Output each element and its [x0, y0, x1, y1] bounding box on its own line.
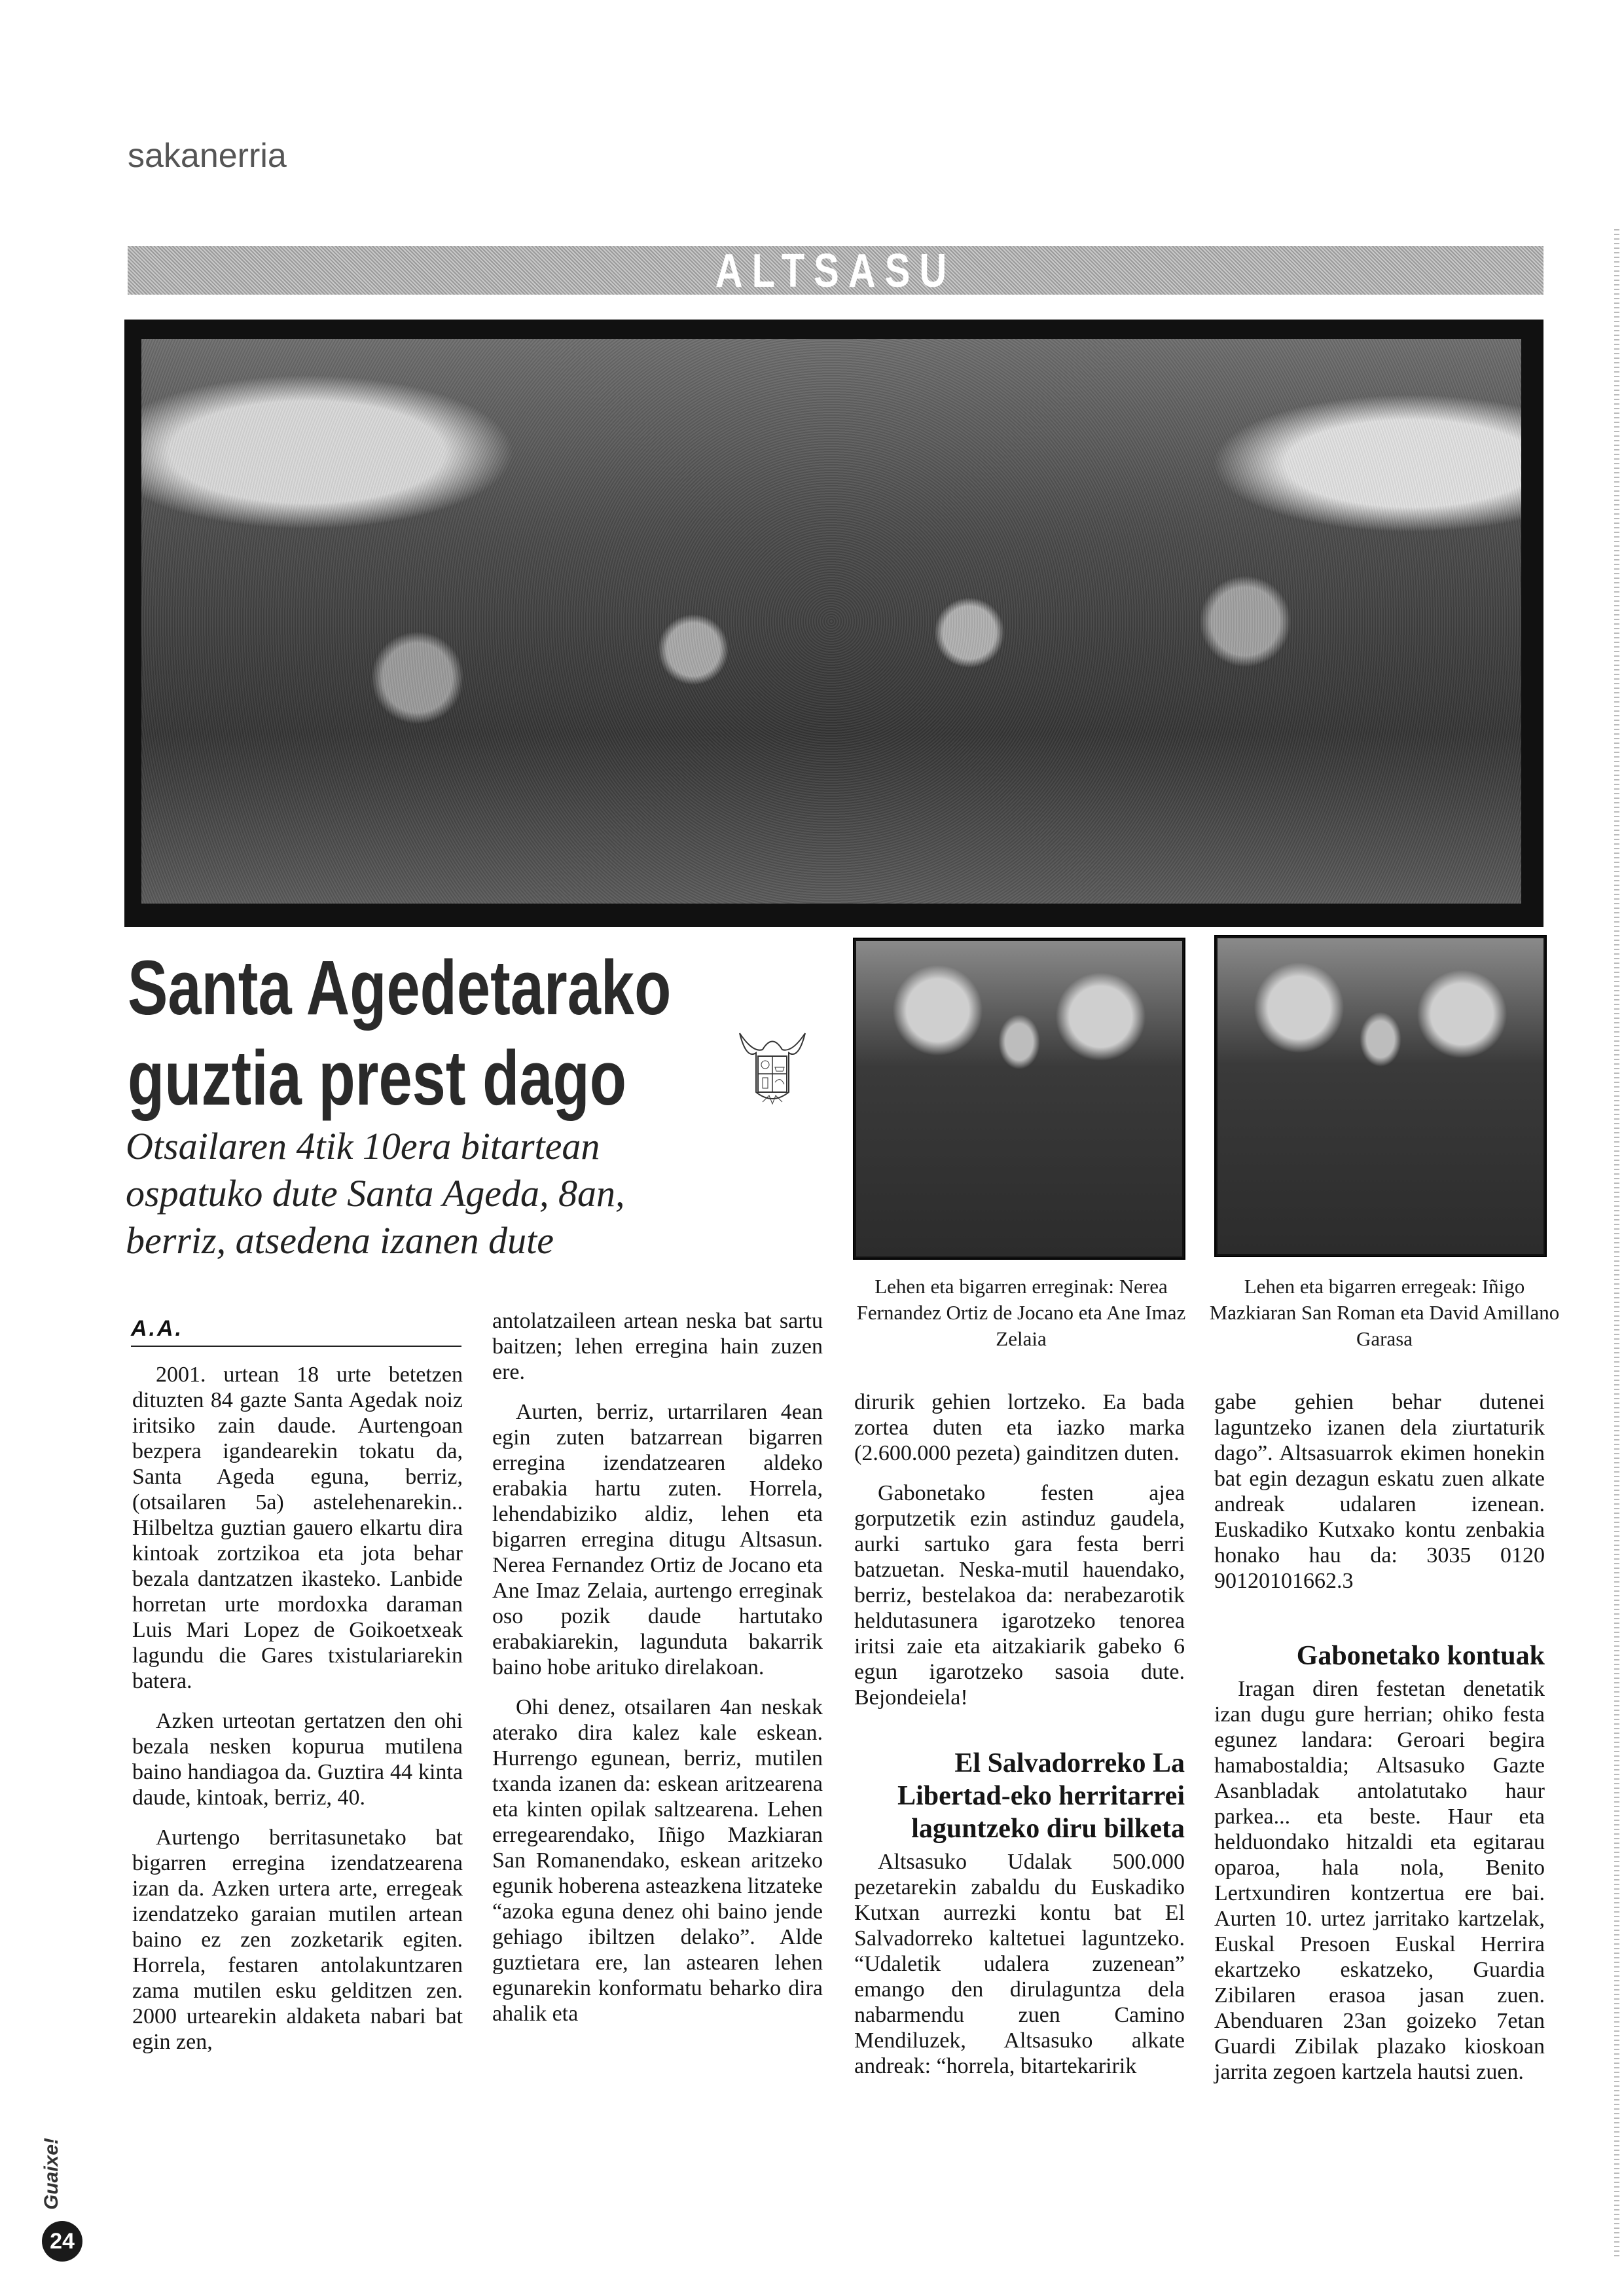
article-column-4	[1214, 1389, 1545, 2099]
coat-of-arms-icon	[733, 1027, 812, 1112]
salvador-paragraph: gabe gehien behar dutenei laguntzeko izanen dela ziurtaturik dago”. Altsasuarrok ekimen honekin bat egin dezagun eskatu zuen alkate andreak udalaren izenean. Euskadiko Kutxako kontu zenbakia honako hau da: 3035 0120 90120101662.3	[1214, 1390, 1545, 1593]
magazine-logo: Guaixe!	[41, 2137, 62, 2210]
article-headline	[128, 943, 672, 1124]
gabonak-heading: Gabonetako kontuak	[1296, 1641, 1545, 1671]
salvador-paragraph: Altsasuko Udalak 500.000 pezetarekin zabaldu du Euskadiko Kutxan aurrezki kontu bat El Salvadorreko kaltetuei laguntzeko. “Udaletik udalera zuzenean” emango den dirulaguntza dela nabarmendu zuen Camino Mendiluzek, Altsasuko alkate andreak: “horrela, bitartekaririk	[854, 1850, 1185, 2078]
article-paragraph: Aurten, berriz, urtarrilaren 4ean egin zuten batzarrean bigarren erregina izendatzearen aldeko erabakia hartu zuten. Horrela, lehendabiziko aldiz, lehen eta bigarren erregina ditugu Altsasun. Nerea Fernandez Ortiz de Jocano eta Ane Imaz Zelaia, aurtengo erreginak oso pozik daude hartutako erabakiarekin, lagunduta bakarrik baino hobe arituko direlakoan.	[492, 1400, 823, 1679]
article-column-3	[854, 1389, 1185, 2093]
page-number-badge: 24	[42, 2221, 82, 2262]
headline-line-2: guztia prest dago	[128, 1035, 626, 1122]
queens-photo	[853, 938, 1185, 1260]
article-paragraph: 2001. urtean 18 urte betetzen dituzten 84 gazte Santa Agedak noiz iritsiko zain daude. Aurtengoan bezpera igandearekin tokatu da, Santa Ageda eguna, berriz, (otsailaren 5a) astelehenarekin.. Hilbeltza guztian gauero elkartu dira kintoak zortzikoa eta jota behar bezala dantzatzen ikasteko. Lanbide horretan urte mordoxka daraman Luis Mari Lopez de Goikoetxeak lagundu die Gares txistulariarekin batera.	[132, 1363, 463, 1693]
kings-photo-caption: Lehen eta bigarren erregeak: Iñigo Mazkiaran San Roman eta David Amillano Garasa	[1209, 1275, 1560, 1350]
banner-title: ALTSASU	[715, 244, 956, 297]
article-paragraph: Gabonetako festen ajea gorputzetik ezin astinduz gaudela, aurki sartuko gara festa berri batzuetan. Neska-mutil hauendako, berriz, bestelakoa da: nerabezarotik heldutasunera igarotzeko tenorea iritsi zaie eta aitzakiarik gabeko 6 egun igarotzeko sasoia dute. Bejondeiela!	[854, 1481, 1185, 1710]
kings-photo-image	[1218, 938, 1543, 1254]
kings-photo	[1214, 935, 1547, 1257]
article-paragraph: Ohi denez, otsailaren 4an neskak aterako dira kalez kale eskean. Hurrengo egunean, berriz, mutilen txanda izanen da: eskean aritzearena eta kinten opilak saltzearena. Lehen erregearendako, Iñigo Mazkiaran San Romanendako, eskean aritzeko egunik hoberena asteazkena litzateke “azoka eguna denez ohi baino jende gehiago ibiltzen delako”. Alde guztietara ere, lan astearen lehen egunarekin konformatu beharko dira ahalik eta	[492, 1695, 823, 2026]
article-column-2	[492, 1308, 823, 2041]
salvador-heading: El Salvadorreko La Libertad-eko herritarrei laguntzeko diru bilketa	[897, 1748, 1185, 1844]
article-column-1	[132, 1362, 463, 2069]
section-label: sakanerria	[128, 137, 287, 175]
scan-edge-divider	[1614, 229, 1619, 2259]
queens-photo-caption: Lehen eta bigarren erreginak: Nerea Fernandez Ortiz de Jocano eta Ane Imaz Zelaia	[856, 1275, 1186, 1350]
main-photo-image	[141, 339, 1521, 904]
gabonak-paragraph: Iragan diren festetan denetatik izan dugu gure herrian; ohiko festa egunez landara: Geroari begira hamabostaldia; Altsasuko Gazte Asanbladak antolatutako haur parkea... eta beste. Haur eta helduondako hitzaldi eta egitarau oparoa, hala nola, Benito Lertxundiren kontzertua ere bai. Aurten 10. urtez jarritako kartzelak, Euskal Presoen Euskal Herrira ekartzeko eskatzeko, Guardia Zibilaren erasoa jasan zuen. Abenduaren 23an goizeko 7etan Guardi Zibilak plazako kioskoan jarrita zegoen kartzela hautsi zuen.	[1214, 1677, 1545, 2084]
main-group-photo	[124, 320, 1543, 927]
article-paragraph: dirurik gehien lortzeko. Ea bada zortea duten eta iazko marka (2.600.000 pezeta) gainditzen duten.	[854, 1390, 1185, 1465]
article-paragraph: Aurtengo berritasunetako bat bigarren erregina izendatzearena izan da. Azken urtera arte, erregeak izendatzeko garaian mutilen artean baino ez zen zozketarik egiten. Horrela, festaren antolakuntzaren zama mutilen esku gelditzen zen. 2000 urtearekin aldaketa nabari bat egin zen,	[132, 1825, 463, 2054]
queens-photo-image	[856, 941, 1182, 1257]
article-subheadline: Otsailaren 4tik 10era bitartean ospatuko dute Santa Ageda, 8an, berriz, atsedena izanen dute	[126, 1125, 625, 1262]
byline: A.A.	[131, 1316, 461, 1347]
town-banner	[128, 246, 1543, 295]
article-paragraph: antolatzaileen artean neska bat sartu baitzen; lehen erregina hain zuzen ere.	[492, 1309, 823, 1384]
article-paragraph: Azken urteotan gertatzen den ohi bezala nesken kopurua mutilena baino handiagoa da. Guztira 44 kinta daude, kintoak, berriz, 40.	[132, 1709, 463, 1810]
headline-line-1: Santa Agedetarako	[128, 945, 672, 1031]
